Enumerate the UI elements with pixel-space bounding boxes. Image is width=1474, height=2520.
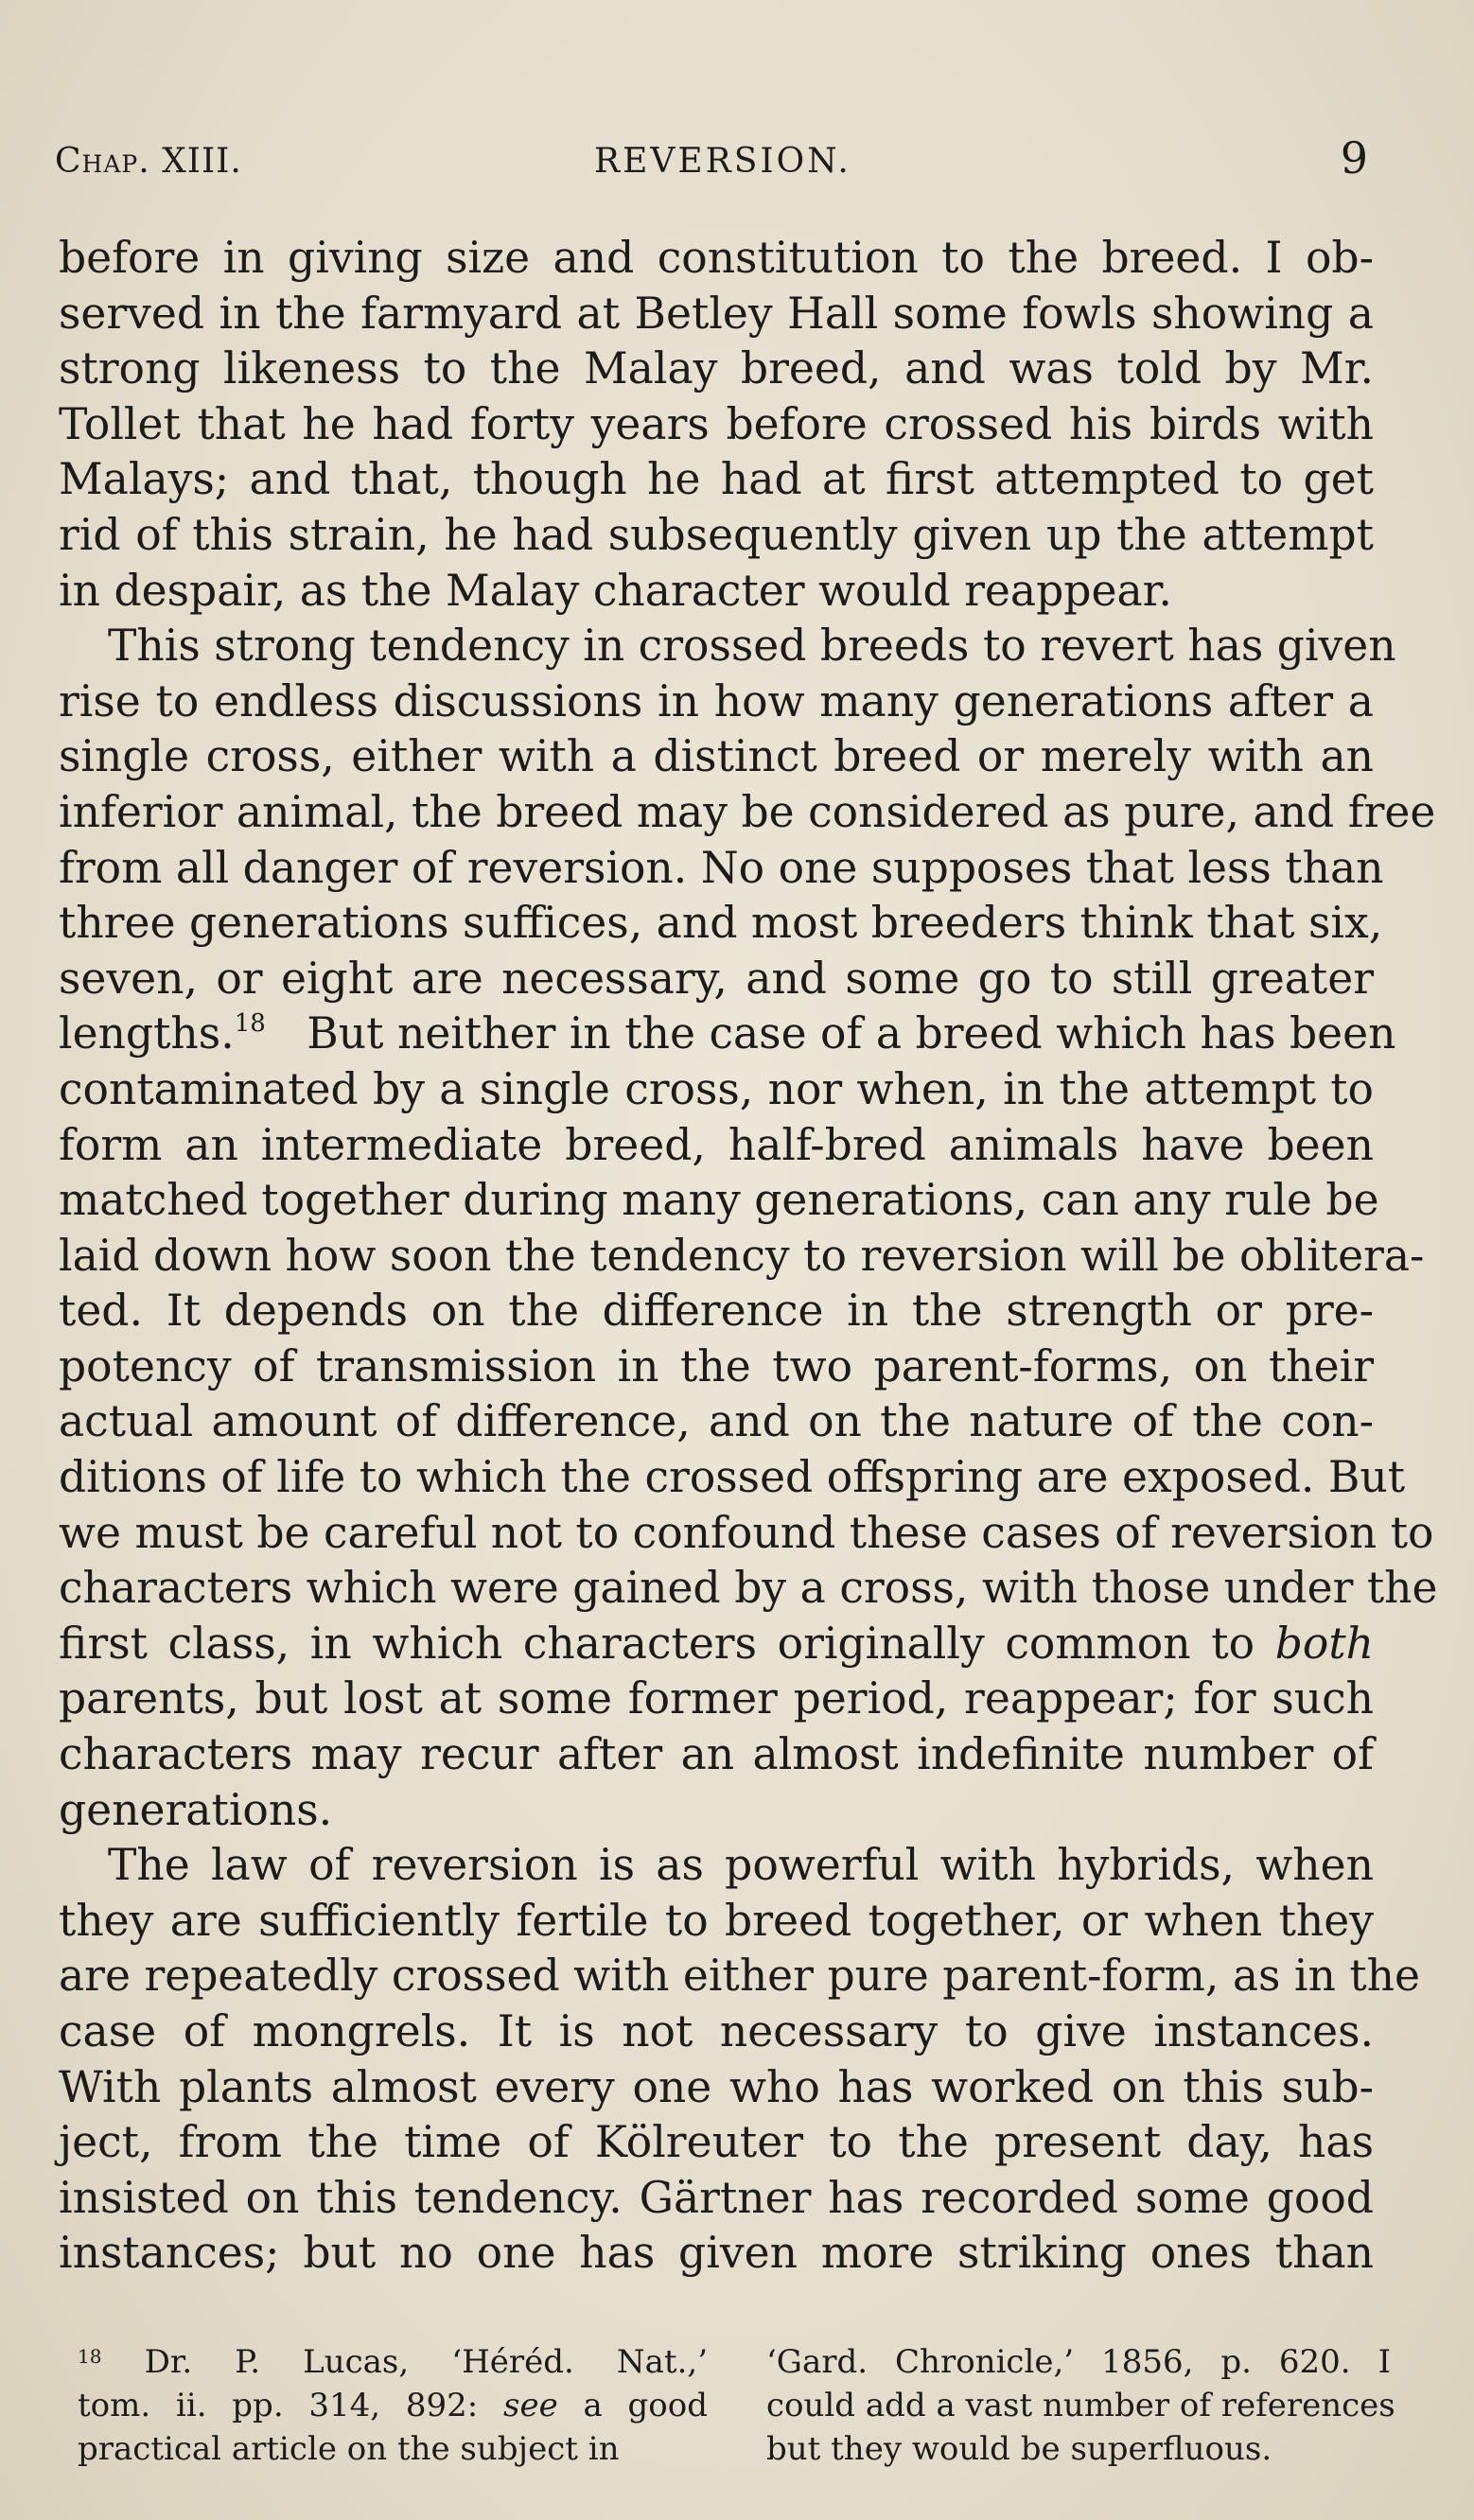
text-line: case of mongrels. It is not necessary to give instances. (59, 2006, 1374, 2056)
text-line: Malays; and that, though he had at first attempted to get (59, 454, 1374, 505)
text-line: are repeatedly crossed with either pure parent-form, as in the (59, 1951, 1421, 2002)
footnote-line (78, 2340, 708, 2384)
emphasis: both (1274, 1618, 1375, 1669)
text-line: generations. (59, 1784, 333, 1835)
text-line (59, 1006, 1396, 1062)
footnote-reference: 18 (234, 1009, 266, 1039)
footnote-line: but they would be superfluous. (766, 2430, 1272, 2468)
footnote-line: ‘Gard. Chronicle,’ 1856, p. 620. I (766, 2343, 1391, 2381)
text-line: in despair, as the Malay character would reappear. (59, 565, 1172, 616)
text-fragment: But neither in the case of a breed which has been (307, 1008, 1396, 1059)
text-line: they are sufficiently fertile to breed together, or when they (59, 1895, 1374, 1946)
text-fragment: tom. ii. pp. 314, 892: (78, 2387, 479, 2424)
text-fragment: a good (583, 2387, 709, 2424)
text-line: three generations suffices, and most breeders think that six, (59, 898, 1383, 949)
text-line: actual amount of difference, and on the nature of the con- (59, 1396, 1374, 1447)
text-line: characters which were gained by a cross, with those under the (59, 1563, 1438, 1614)
text-line: With plants almost every one who has worked on this sub- (59, 2061, 1374, 2112)
text-line: form an intermediate breed, half-bred animals have been (59, 1119, 1374, 1170)
footnote-line (78, 2384, 708, 2427)
text-line: Tollet that he had forty years before crossed his birds with (59, 398, 1374, 449)
chapter-label: Chap. XIII. (55, 142, 242, 181)
page-number: 9 (1340, 132, 1368, 184)
text-line: contaminated by a single cross, nor when, in the attempt to (59, 1063, 1374, 1114)
text-line: rid of this strain, he had subsequently given up the attempt (59, 509, 1374, 560)
text-line: rise to endless discussions in how many generations after a (59, 675, 1374, 726)
text-line: characters may recur after an almost indefinite number of (59, 1729, 1374, 1780)
text-line: ted. It depends on the difference in the strength or pre- (59, 1286, 1374, 1337)
text-line: from all danger of reversion. No one supposes that less than (59, 842, 1384, 893)
text-line: inferior animal, the breed may be considered as pure, and free (59, 786, 1436, 837)
text-line: ditions of life to which the crossed offspring are exposed. But (59, 1452, 1406, 1503)
text-line: matched together during many generations, can any rule be (59, 1175, 1379, 1226)
text-line: strong likeness to the Malay breed, and was told by Mr. (59, 343, 1374, 394)
text-line: instances; but no one has given more striking ones than (59, 2228, 1374, 2279)
text-fragment: Dr. P. Lucas, ‘Héréd. Nat.,’ (144, 2343, 708, 2381)
text-line: potency of transmission in the two parent-forms, on their (59, 1340, 1374, 1391)
body-text (59, 231, 1438, 2282)
running-header (55, 132, 1379, 189)
text-line: parents, but lost at some former period, reappear; for such (59, 1673, 1374, 1724)
text-line: laid down how soon the tendency to reversion will be oblitera- (59, 1230, 1425, 1281)
text-line: This strong tendency in crossed breeds to revert has given (108, 621, 1396, 672)
footnote-column-right (766, 2340, 1395, 2471)
text-line: single cross, either with a distinct breed or merely with an (59, 731, 1374, 782)
text-line: served in the farmyard at Betley Hall some fowls showing a (59, 288, 1374, 339)
footnote-line: practical article on the subject in (78, 2430, 620, 2468)
text-line: seven, or eight are necessary, and some go to still greater (59, 953, 1374, 1004)
running-title: REVERSION. (594, 142, 851, 181)
text-line: ject, from the time of Kölreuter to the present day, has (59, 2117, 1374, 2168)
text-line: before in giving size and constitution to the breed. I ob- (59, 233, 1374, 283)
text-line: insisted on this tendency. Gärtner has recorded some good (59, 2172, 1374, 2223)
text-line: we must be careful not to confound these cases of reversion to (59, 1507, 1434, 1558)
text-line: The law of reversion is as powerful with hybrids, when (108, 1840, 1374, 1891)
footnotes (78, 2340, 1395, 2482)
text-fragment: first class, in which characters originally common to (59, 1618, 1255, 1669)
emphasis: see (503, 2387, 558, 2424)
footnote-number: 18 (78, 2345, 102, 2368)
text-line (59, 1617, 1374, 1672)
text-fragment: lengths. (59, 1008, 235, 1059)
footnote-line: could add a vast number of references (766, 2387, 1395, 2424)
footnote-column-left (78, 2340, 708, 2471)
